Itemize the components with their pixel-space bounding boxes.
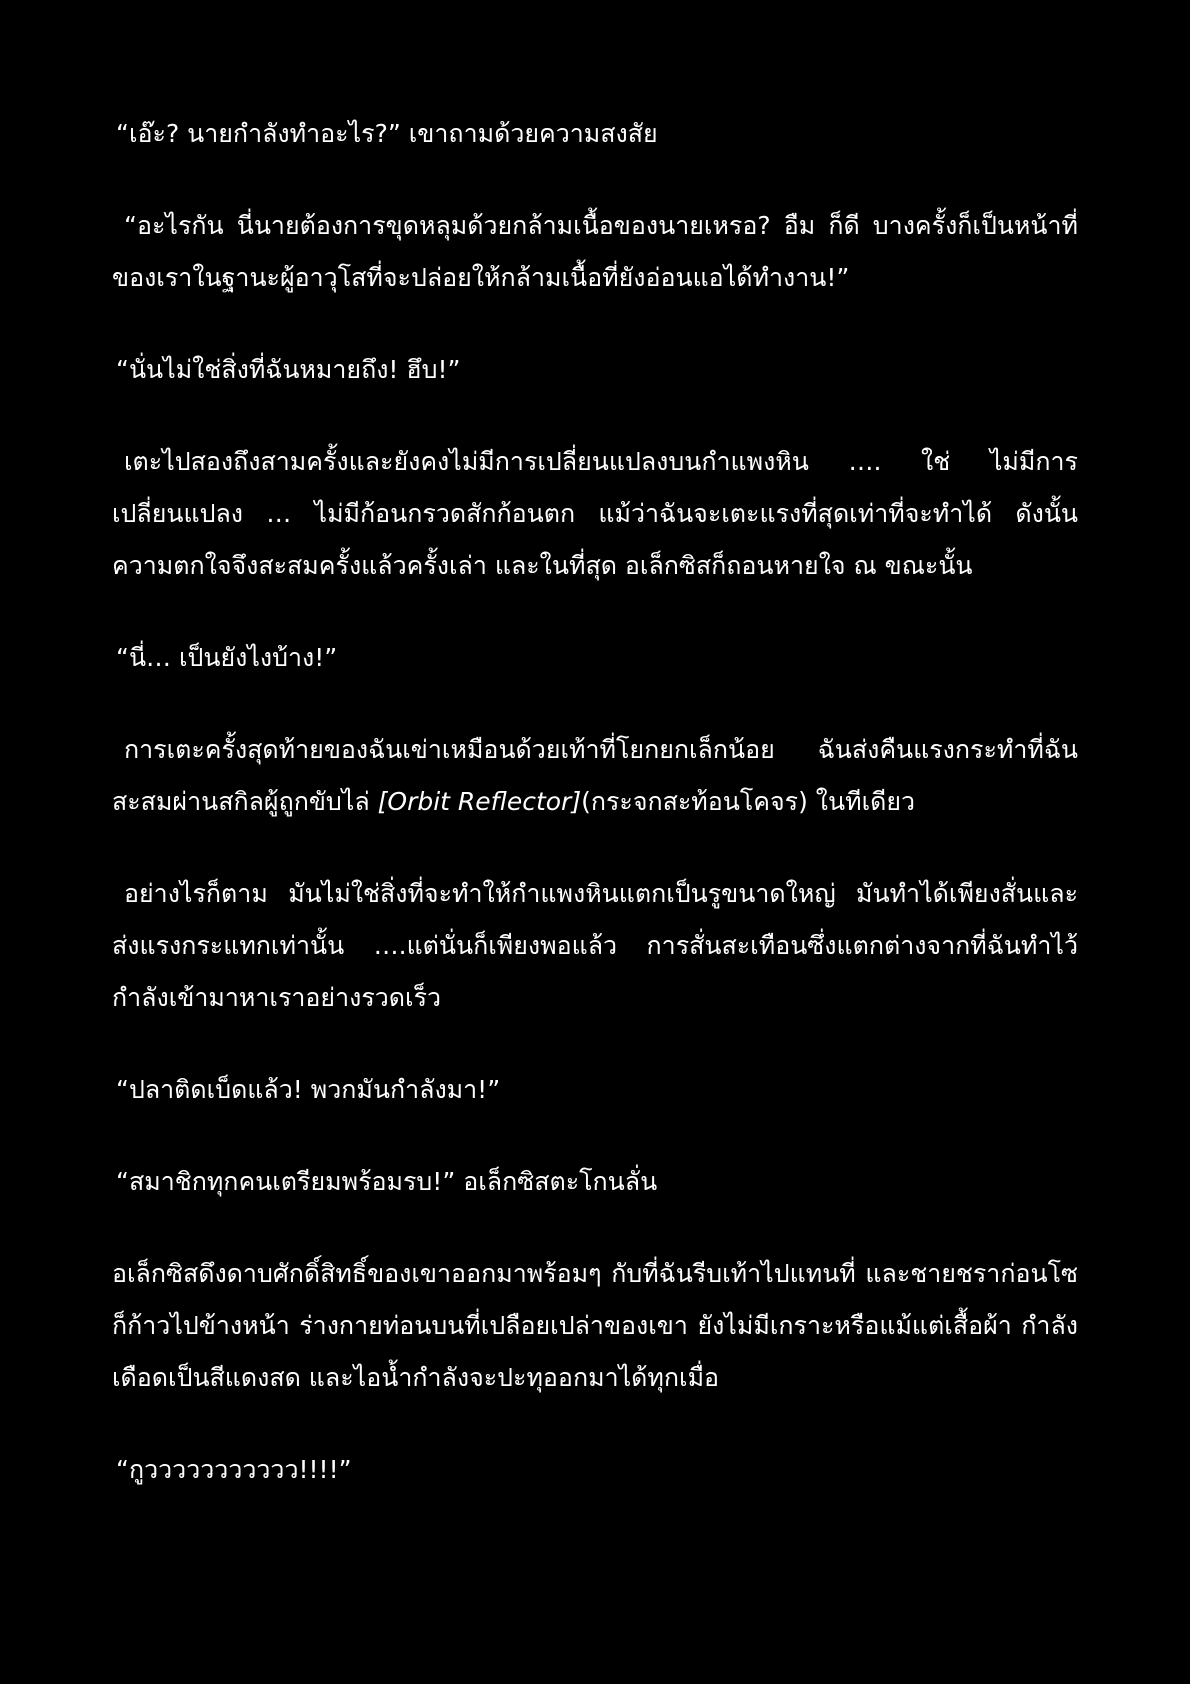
- dialogue-paragraph: “เอ๊ะ? นายกำลังทำอะไร?” เขาถามด้วยความสงสัย: [116, 119, 658, 148]
- dialogue-paragraph: “นี่… เป็นยังไงบ้าง!”: [116, 643, 338, 672]
- narration-text: การเตะครั้งสุดท้ายของฉันเข่าเหมือนด้วยเท้าที่โยกยกเล็กน้อย ฉันส่งคืนแรงกระทำที่ฉันสะสมผ่านสกิลผู้ถูกขับไล่: [112, 735, 1078, 816]
- narration-paragraph: [112, 724, 1078, 828]
- story-page: [112, 108, 1078, 1536]
- narration-paragraph: อย่างไรก็ตาม มันไม่ใช่สิ่งที่จะทำให้กำแพงหินแตกเป็นรูขนาดใหญ่ มันทำได้เพียงสั่นและส่งแรงกระแทกเท่านั้น ….แต่นั่นก็เพียงพอแล้ว การสั่นสะเทือนซึ่งแตกต่างจากที่ฉันทำไว้กำลังเข้ามาหาเราอย่างรวดเร็ว: [112, 879, 1078, 1012]
- narration-paragraph: เตะไปสองถึงสามครั้งและยังคงไม่มีการเปลี่ยนแปลงบนกำแพงหิน …. ใช่ ไม่มีการเปลี่ยนแปลง … ไม่มีก้อนกรวดสักก้อนตก แม้ว่าฉันจะเตะแรงที่สุดเท่าที่จะทำได้ ดังนั้น ความตกใจจึงสะสมครั้งแล้วครั้งเล่า และในที่สุด อเล็กซิสก็ถอนหายใจ ณ ขณะนั้น: [112, 447, 1078, 580]
- dialogue-paragraph: “นั่นไม่ใช่สิ่งที่ฉันหมายถึง! ฮึบ!”: [116, 355, 461, 384]
- skill-name: [Orbit Reflector]: [377, 787, 582, 816]
- dialogue-paragraph: “อะไรกัน นี่นายต้องการขุดหลุมด้วยกล้ามเนื้อของนายเหรอ? อืม ก็ดี บางครั้งก็เป็นหน้าที่ของเราในฐานะผู้อาวุโสที่จะปล่อยให้กล้ามเนื้อที่ยังอ่อนแอได้ทำงาน!”: [112, 211, 1078, 292]
- dialogue-paragraph: “สมาชิกทุกคนเตรียมพร้อมรบ!” อเล็กซิสตะโกนลั่น: [116, 1167, 658, 1196]
- dialogue-paragraph: “ปลาติดเบ็ดแล้ว! พวกมันกำลังมา!”: [116, 1075, 501, 1104]
- narration-paragraph: อเล็กซิสดึงดาบศักดิ์สิทธิ์ของเขาออกมาพร้อมๆ กับที่ฉันรีบเท้าไปแทนที่ และชายชราก่อนโซก็ก้าวไปข้างหน้า ร่างกายท่อนบนที่เปลือยเปล่าของเขา ยังไม่มีเกราะหรือแม้แต่เสื้อผ้า กำลังเดือดเป็นสีแดงสด และไอน้ำกำลังจะปะทุออกมาได้ทุกเมื่อ: [112, 1259, 1078, 1392]
- narration-text: (กระจกสะท้อนโคจร) ในทีเดียว: [581, 787, 916, 816]
- dialogue-paragraph: “กูววววววววววว!!!!”: [116, 1455, 352, 1484]
